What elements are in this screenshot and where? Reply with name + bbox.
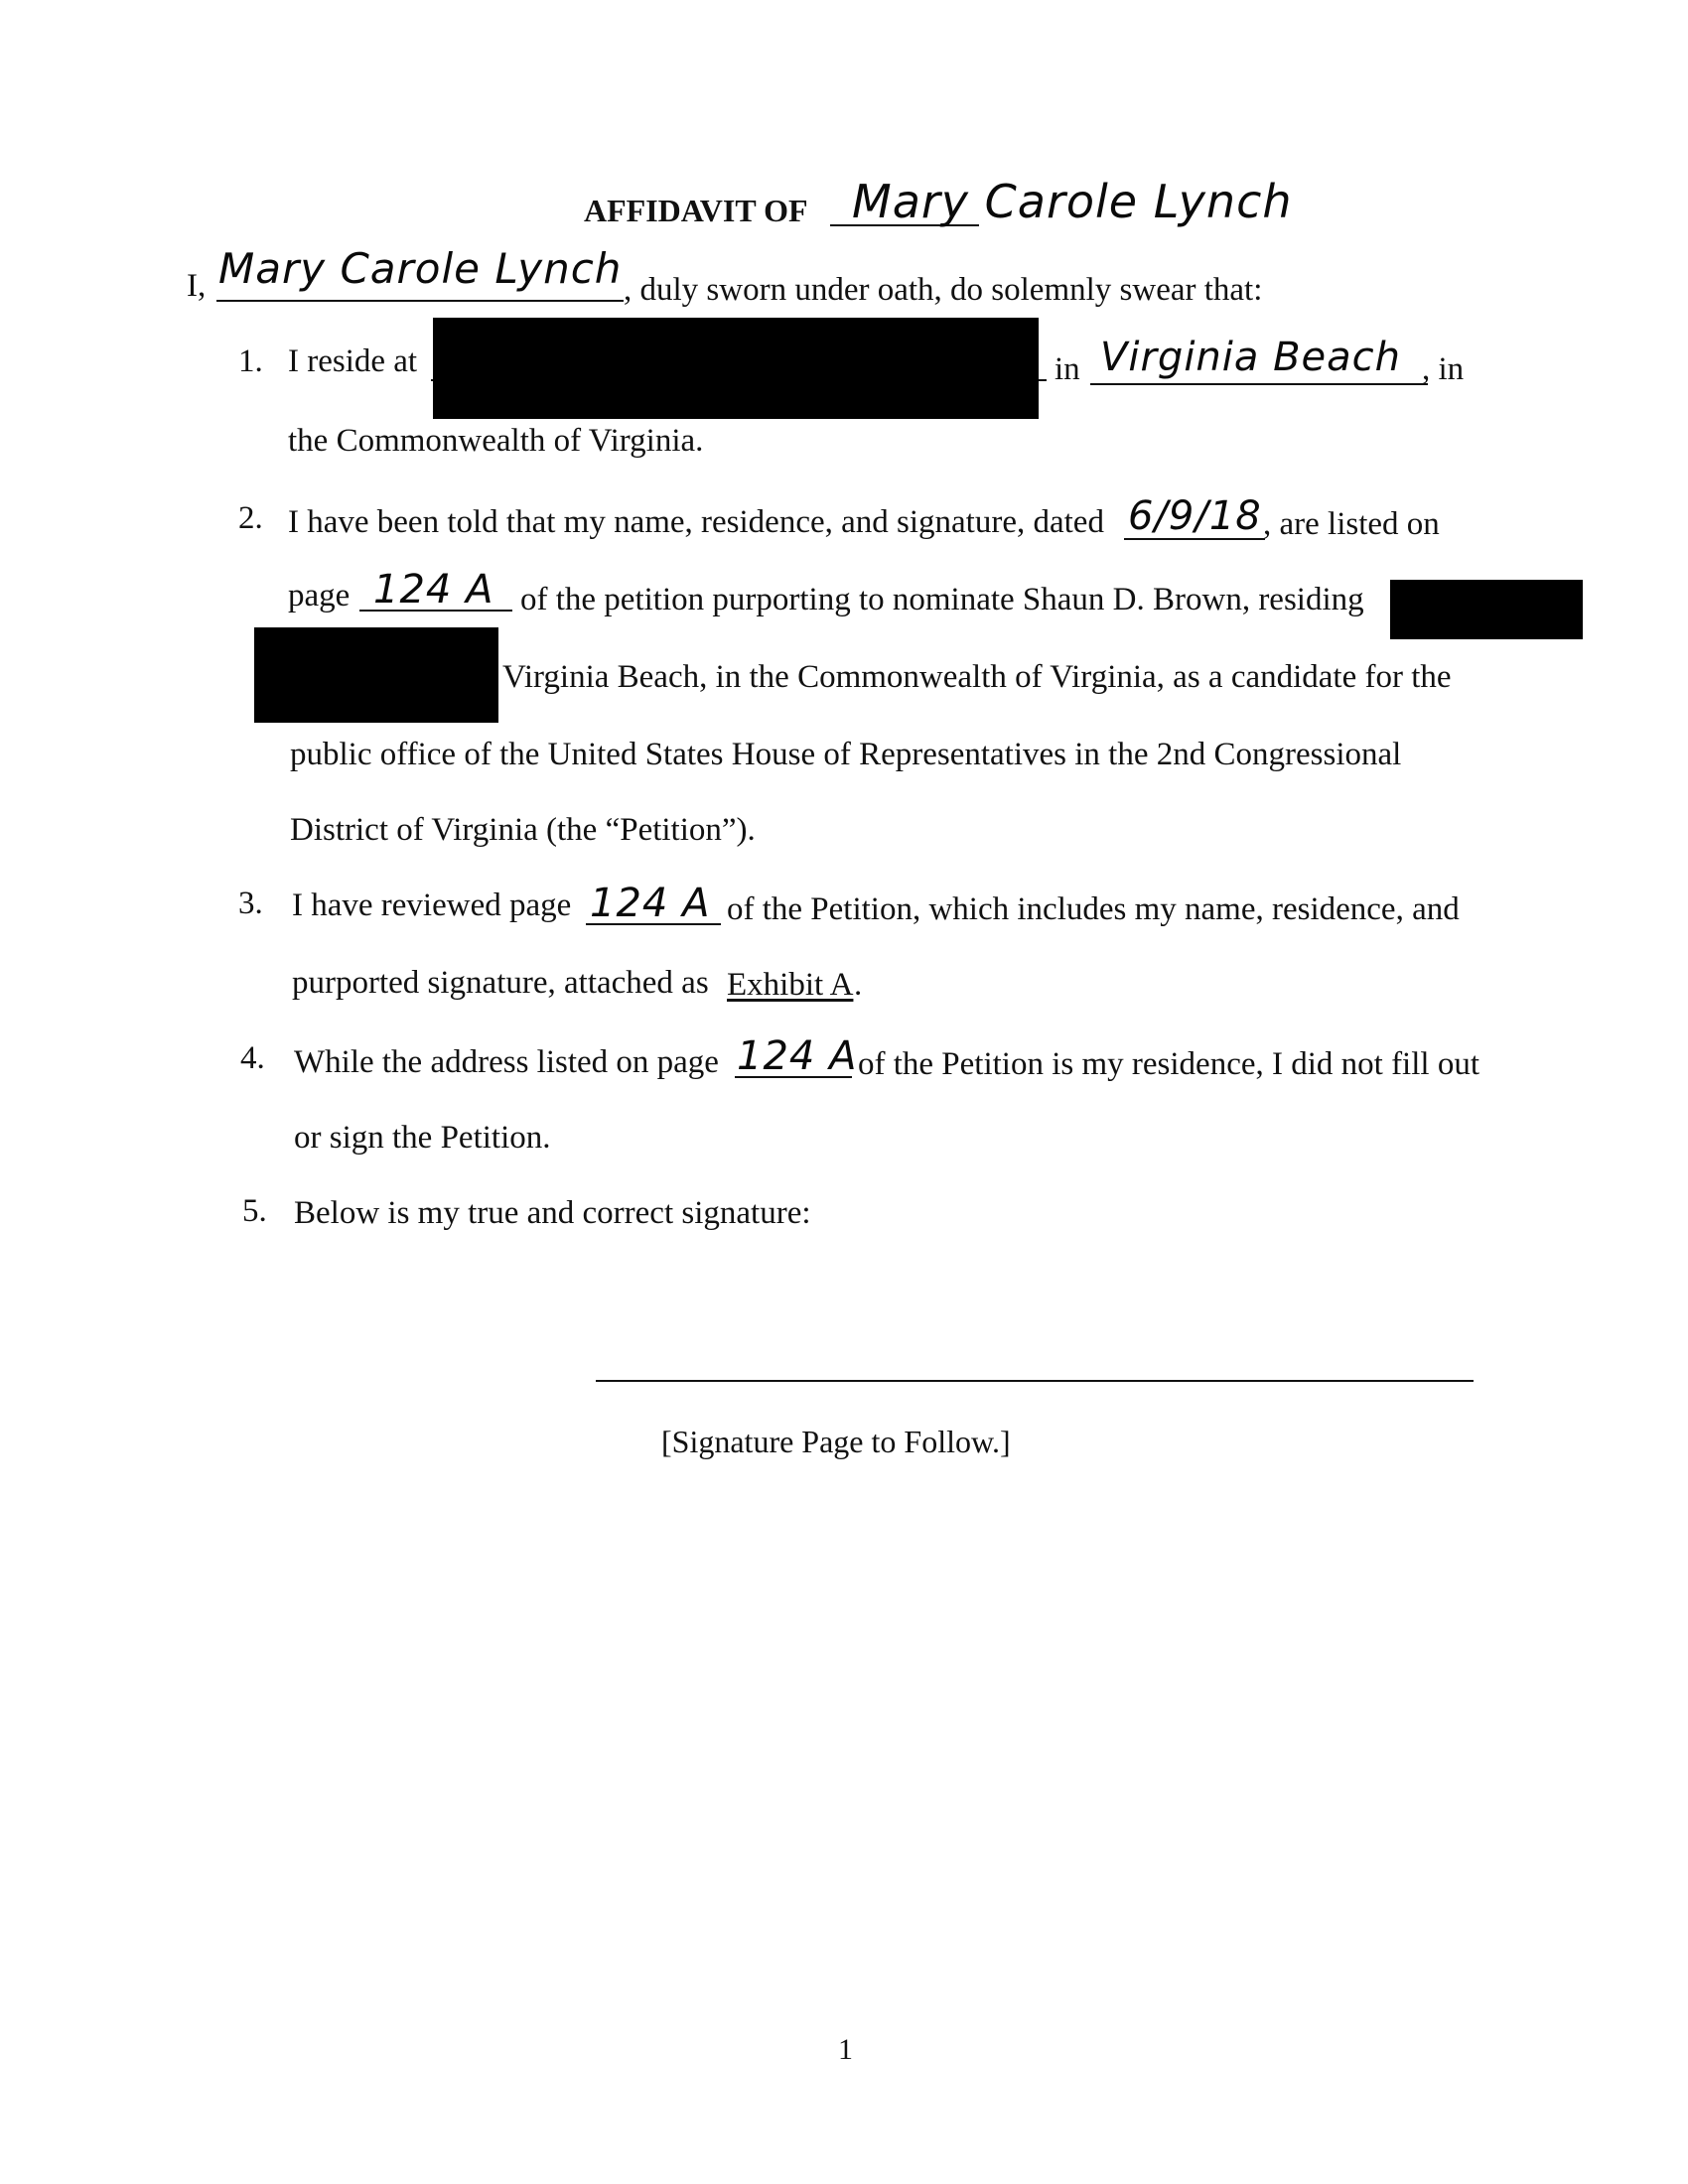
item-1-handwritten-city: Virginia Beach bbox=[1100, 335, 1402, 380]
item-2-text-after: , are listed on bbox=[1263, 506, 1440, 542]
item-1-text-in: in bbox=[1055, 351, 1080, 387]
item-5-number: 5. bbox=[242, 1193, 267, 1229]
page-number: 1 bbox=[838, 2033, 853, 2066]
item-4-number: 4. bbox=[240, 1040, 265, 1076]
signature-line bbox=[596, 1380, 1474, 1382]
item-4-line-2: or sign the Petition. bbox=[294, 1120, 551, 1156]
intro-prefix: I, bbox=[187, 268, 207, 304]
item-1-text-after: , in bbox=[1422, 351, 1465, 387]
redaction-box-address bbox=[433, 318, 1039, 419]
item-1-text-before: I reside at bbox=[288, 343, 418, 379]
item-1-number: 1. bbox=[238, 343, 263, 379]
item-4-text-after: of the Petition is my residence, I did not fill out bbox=[858, 1046, 1479, 1082]
redaction-box-residence-2 bbox=[254, 627, 498, 723]
item-3-text-after: of the Petition, which includes my name, residence, and bbox=[727, 891, 1460, 927]
item-2-number: 2. bbox=[238, 500, 263, 536]
item-4-text-before: While the address listed on page bbox=[294, 1044, 719, 1080]
document-title-label: AFFIDAVIT OF bbox=[584, 193, 808, 228]
item-4-handwritten-page: 124 A bbox=[737, 1033, 858, 1079]
item-2-handwritten-page: 124 A bbox=[373, 567, 494, 613]
item-2-line-5: District of Virginia (the “Petition”). bbox=[290, 812, 756, 848]
item-5-line-1: Below is my true and correct signature: bbox=[294, 1195, 811, 1231]
item-3-line-2-after: . bbox=[854, 967, 863, 1003]
intro-handwritten-name: Mary Carole Lynch bbox=[218, 244, 623, 293]
item-2-handwritten-date: 6/9/18 bbox=[1128, 493, 1262, 539]
title-handwritten-name: Mary Carole Lynch bbox=[852, 175, 1293, 228]
item-2-text-before: I have been told that my name, residence, and signature, dated bbox=[288, 504, 1104, 540]
intro-name-blank bbox=[216, 300, 624, 302]
item-2-page-label: page bbox=[288, 578, 351, 614]
redaction-box-residence-1 bbox=[1390, 580, 1583, 639]
item-3-text-before: I have reviewed page bbox=[292, 887, 572, 923]
item-1-city-blank bbox=[1090, 383, 1428, 385]
item-3-line-2-before: purported signature, attached as bbox=[292, 965, 709, 1001]
item-1-line-2: the Commonwealth of Virginia. bbox=[288, 423, 704, 459]
signature-page-note: [Signature Page to Follow.] bbox=[661, 1424, 1011, 1459]
item-2-line-3: Virginia Beach, in the Commonwealth of Virginia, as a candidate for the bbox=[502, 659, 1452, 695]
item-3-handwritten-page: 124 A bbox=[590, 881, 711, 926]
item-2-line-4: public office of the United States House of Representatives in the 2nd Congressional bbox=[290, 737, 1402, 772]
intro-suffix: , duly sworn under oath, do solemnly swear that: bbox=[624, 272, 1263, 308]
item-2-line-2: of the petition purporting to nominate Shaun D. Brown, residing bbox=[520, 582, 1364, 617]
exhibit-a-link[interactable]: Exhibit A bbox=[727, 967, 854, 1003]
item-3-number: 3. bbox=[238, 886, 263, 921]
